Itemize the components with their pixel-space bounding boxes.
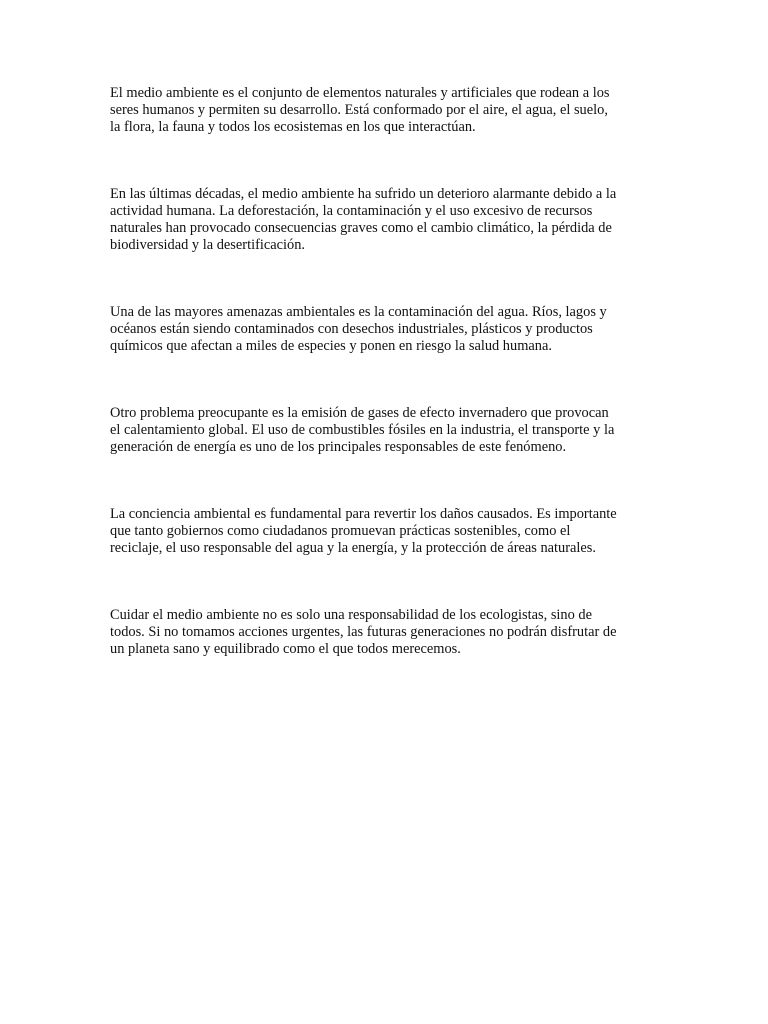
document-body bbox=[110, 85, 662, 658]
paragraph-3: Una de las mayores amenazas ambientales es la contaminación del agua. Ríos, lagos y océanos están siendo contaminados con desechos industriales, plásticos y productos químicos que afectan a miles de especies y ponen en riesgo la salud humana. bbox=[110, 304, 607, 354]
paragraph-1: El medio ambiente es el conjunto de elementos naturales y artificiales que rodean a los seres humanos y permiten su desarrollo. Está conformado por el aire, el agua, el suelo, la flora, la fauna y todos los ecosistemas en los que interactúan. bbox=[110, 85, 610, 135]
paragraph-4: Otro problema preocupante es la emisión de gases de efecto invernadero que provocan el calentamiento global. El uso de combustibles fósiles en la industria, el transporte y la generación de energía es uno de los principales responsables de este fenómeno. bbox=[110, 405, 615, 455]
paragraph-2: En las últimas décadas, el medio ambiente ha sufrido un deterioro alarmante debido a la actividad humana. La deforestación, la contaminación y el uso excesivo de recursos naturales han provocado consecuencias graves como el cambio climático, la pérdida de biodiversidad y la desertificación. bbox=[110, 186, 617, 253]
paragraph-5: La conciencia ambiental es fundamental para revertir los daños causados. Es importante que tanto gobiernos como ciudadanos promuevan prácticas sostenibles, como el reciclaje, el uso responsable del agua y la energía, y la protección de áreas naturales. bbox=[110, 506, 617, 556]
paragraph-6: Cuidar el medio ambiente no es solo una responsabilidad de los ecologistas, sino de todos. Si no tomamos acciones urgentes, las futuras generaciones no podrán disfrutar de un planeta sano y equilibrado como el que todos merecemos. bbox=[110, 607, 617, 657]
